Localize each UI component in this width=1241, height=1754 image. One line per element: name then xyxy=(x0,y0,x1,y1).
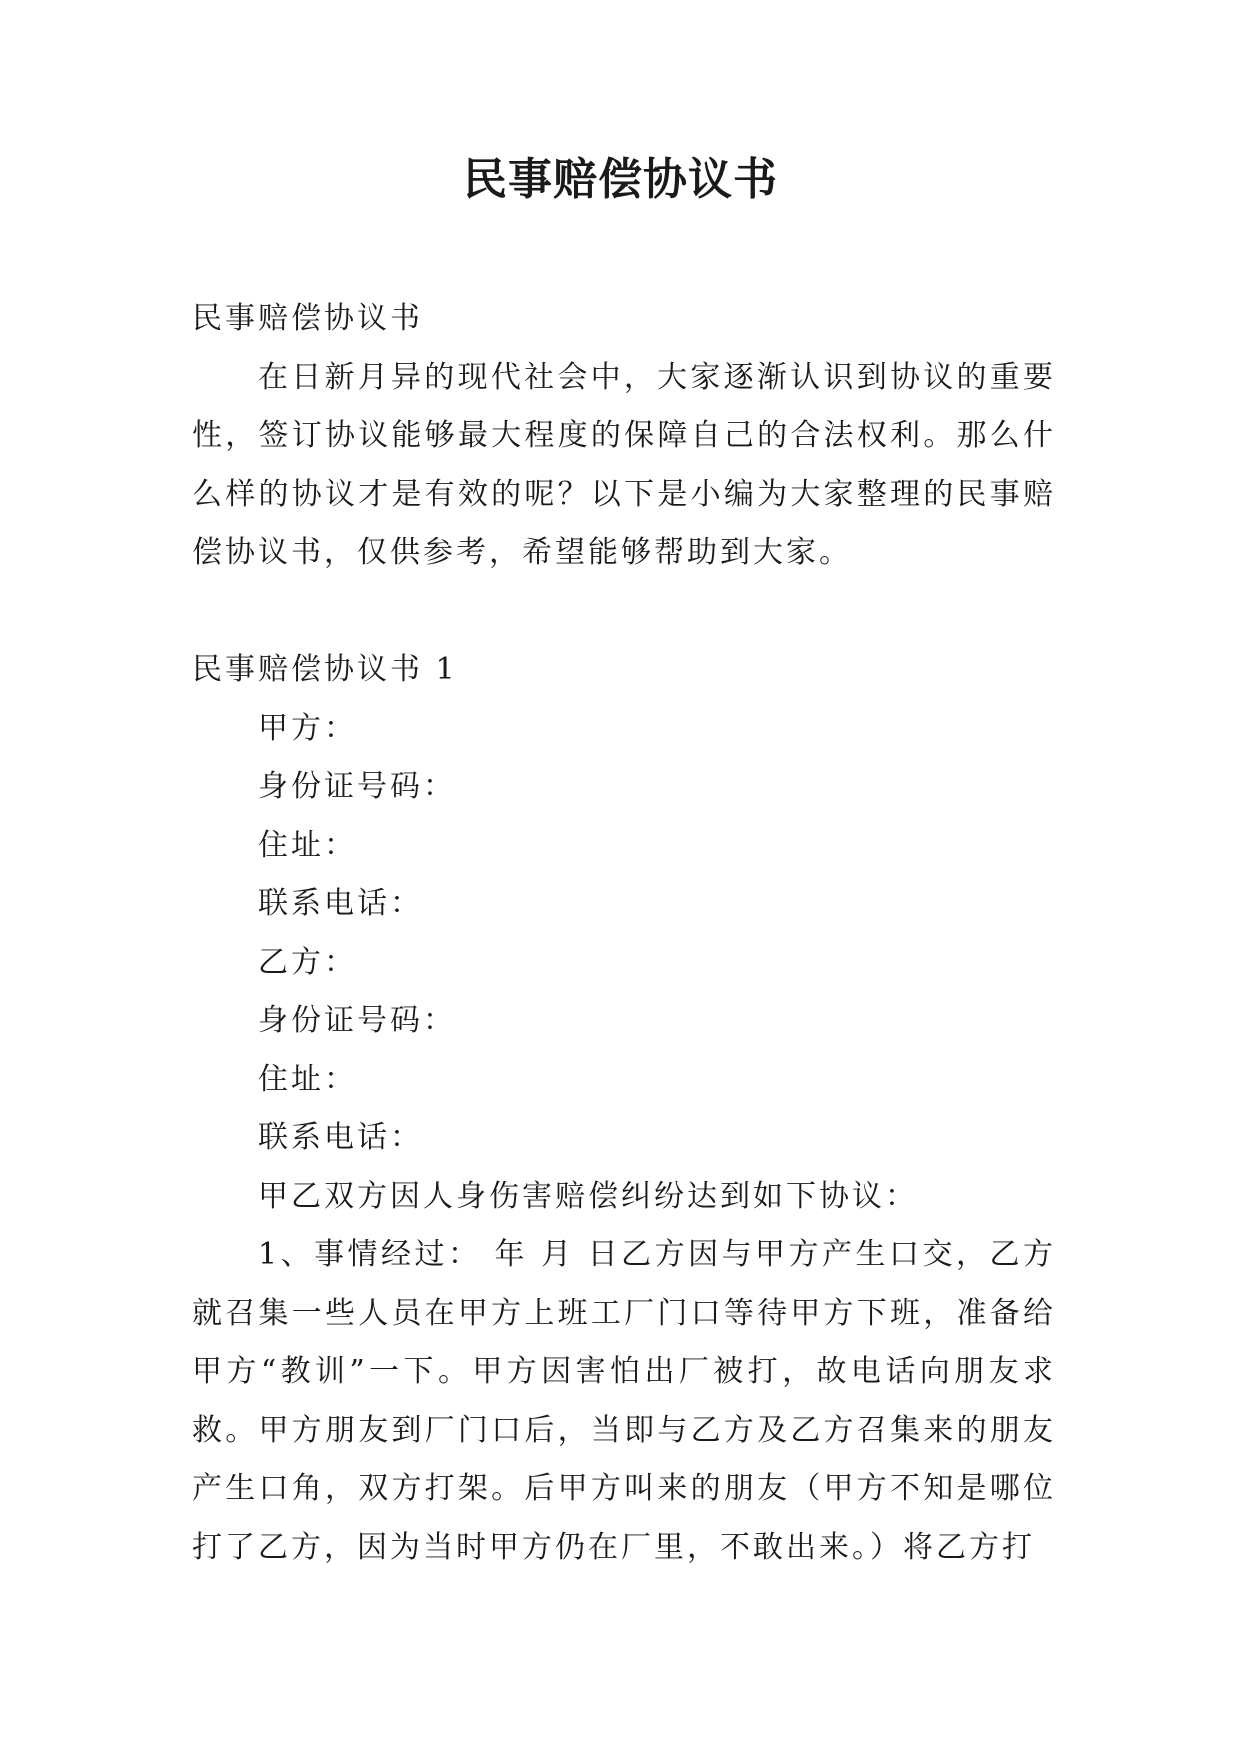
paragraph-gap xyxy=(192,583,1056,642)
subtitle: 民事赔偿协议书 xyxy=(192,301,423,336)
party-b-phone-label: 联系电话： xyxy=(258,1120,423,1155)
party-b-address-label: 住址： xyxy=(258,1061,357,1097)
party-a-phone-label: 联系电话： xyxy=(258,886,423,921)
document-title: 民事赔偿协议书 xyxy=(463,154,778,205)
party-a-address-label: 住址： xyxy=(258,827,357,863)
document-body xyxy=(192,290,1056,1577)
clause-1-paragraph: 1、事情经过： 年 月 日乙方因与甲方产生口交，乙方就召集一些人员在甲方上班工厂门口等待甲方下班，准备给甲方“教训”一下。甲方因害怕出厂被打，故电话向朋友求救。甲方朋友到厂门口后，当即与乙方及乙方召集来的朋友产生口角，双方打架。后甲方叫来的朋友（甲方不知是哪位打了乙方，因为当时甲方仍在厂里，不敢出来。）将乙方打 xyxy=(192,1237,1056,1565)
intro-paragraph: 在日新月异的现代社会中，大家逐渐认识到协议的重要性，签订协议能够最大程度的保障自己的合法权利。那么什么样的协议才是有效的呢？以下是小编为大家整理的民事赔偿协议书，仅供参考，希望能够帮助到大家。 xyxy=(192,359,1056,570)
section-heading: 民事赔偿协议书 1 xyxy=(192,652,458,687)
party-b-label: 乙方： xyxy=(258,944,357,980)
party-a-id-label: 身份证号码： xyxy=(258,769,456,804)
party-a-label: 甲方： xyxy=(258,710,357,746)
party-b-id-label: 身份证号码： xyxy=(258,1003,456,1038)
agreement-line: 甲乙双方因人身伤害赔偿纠纷达到如下协议： xyxy=(258,1178,918,1214)
